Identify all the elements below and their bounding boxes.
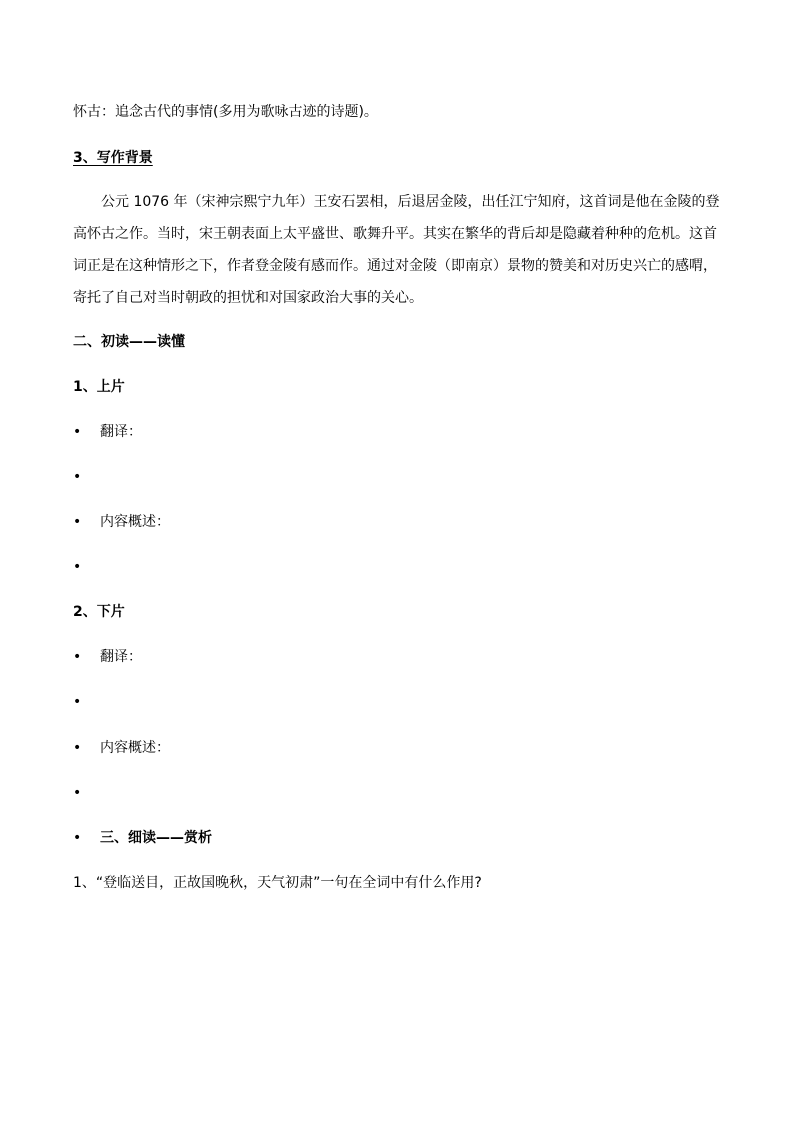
part-3-heading: 三、细读——赏析 bbox=[100, 830, 212, 846]
bullet-icon: • bbox=[73, 469, 82, 485]
upper-translation-label: 翻译： bbox=[100, 424, 142, 440]
bullet-icon: • bbox=[73, 559, 82, 575]
upper-summary-label: 内容概述： bbox=[100, 514, 170, 530]
definition-text: 怀古：追念古代的事情(多用为歌咏古迹的诗题)。 bbox=[73, 104, 378, 120]
lower-translation-label: 翻译： bbox=[100, 649, 142, 665]
lower-stanza-heading: 2、下片 bbox=[73, 604, 125, 620]
part-2-heading: 二、初读——读懂 bbox=[73, 334, 185, 350]
bullet-icon: • bbox=[73, 649, 82, 665]
background-paragraph bbox=[73, 186, 723, 314]
upper-stanza-heading: 1、上片 bbox=[73, 379, 125, 395]
upper-translation-item bbox=[73, 422, 142, 442]
lower-translation-item bbox=[73, 647, 142, 667]
question-1: 1、“登临送目，正故国晚秋，天气初肃”一句在全词中有什么作用? bbox=[73, 875, 482, 891]
lower-translation-blank bbox=[73, 692, 100, 712]
bullet-icon: • bbox=[73, 514, 82, 530]
upper-translation-blank bbox=[73, 467, 100, 487]
upper-summary-blank bbox=[73, 557, 100, 577]
section-3-heading: 3、写作背景 bbox=[73, 150, 153, 166]
part-3-heading-item bbox=[73, 828, 212, 848]
bullet-icon: • bbox=[73, 785, 82, 801]
bullet-icon: • bbox=[73, 740, 82, 756]
bullet-icon: • bbox=[73, 694, 82, 710]
background-paragraph-text: 公元 1076 年（宋神宗熙宁九年）王安石罢相，后退居金陵，出任江宁知府，这首词是他在金陵的登高怀古之作。当时，宋王朝表面上太平盛世、歌舞升平。其实在繁华的背后却是隐藏着种种的危机。这首词正是在这种情形之下，作者登金陵有感而作。通过对金陵（即南京）景物的赞美和对历史兴亡的感喟，寄托了自己对当时朝政的担忧和对国家政治大事的关心。 bbox=[73, 194, 720, 306]
upper-summary-item bbox=[73, 512, 170, 532]
lower-summary-item bbox=[73, 738, 170, 758]
bullet-icon: • bbox=[73, 424, 82, 440]
bullet-icon: • bbox=[73, 830, 82, 846]
lower-summary-label: 内容概述： bbox=[100, 740, 170, 756]
lower-summary-blank bbox=[73, 783, 100, 803]
